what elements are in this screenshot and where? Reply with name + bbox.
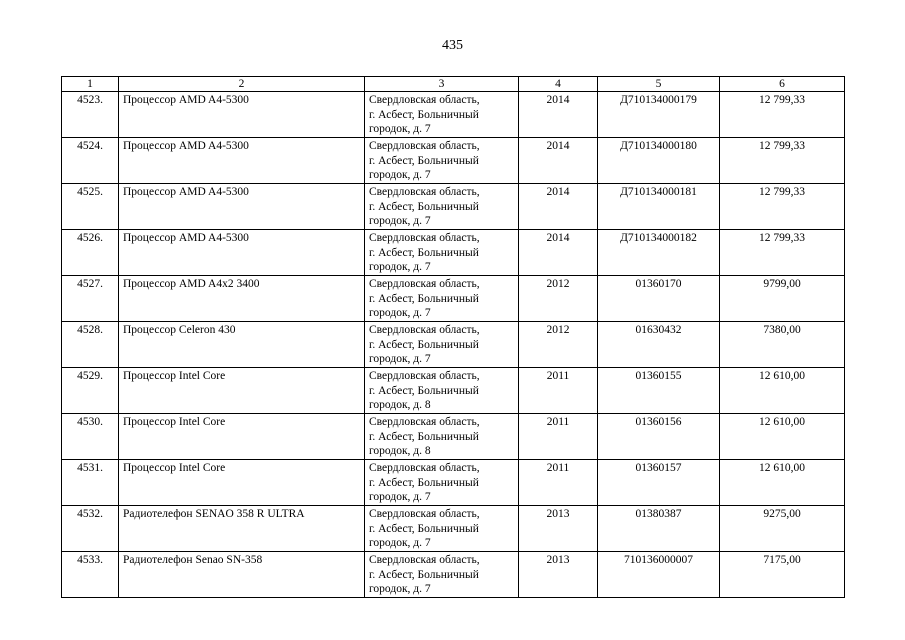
item-address [365, 322, 519, 368]
row-number: 4528. [62, 322, 119, 368]
address-line: Свердловская область, [369, 462, 480, 474]
item-cost: 12 799,33 [720, 138, 845, 184]
table-row [62, 276, 845, 322]
address-line: городок, д. 7 [369, 537, 431, 549]
table-row [62, 368, 845, 414]
address-line: городок, д. 7 [369, 583, 431, 595]
row-number: 4524. [62, 138, 119, 184]
address-line: Свердловская область, [369, 324, 480, 336]
item-cost: 12 610,00 [720, 414, 845, 460]
address-line: г. Асбест, Больничный [369, 430, 479, 443]
column-header: 5 [598, 77, 720, 92]
address-line: г. Асбест, Больничный [369, 200, 479, 213]
property-registry-table [61, 76, 845, 598]
table-body [62, 92, 845, 598]
item-address [365, 552, 519, 598]
item-name: Процессор Celeron 430 [119, 322, 365, 368]
column-header: 4 [519, 77, 598, 92]
inventory-number: 01630432 [598, 322, 720, 368]
table-row [62, 460, 845, 506]
item-cost: 9799,00 [720, 276, 845, 322]
inventory-number: 01360170 [598, 276, 720, 322]
item-name: Процессор Intel Core [119, 414, 365, 460]
address-line: г. Асбест, Больничный [369, 338, 479, 351]
address-line: г. Асбест, Больничный [369, 154, 479, 167]
address-line: городок, д. 7 [369, 491, 431, 503]
item-cost: 12 799,33 [720, 230, 845, 276]
row-number: 4529. [62, 368, 119, 414]
item-cost: 9275,00 [720, 506, 845, 552]
row-number: 4533. [62, 552, 119, 598]
column-header: 2 [119, 77, 365, 92]
item-address [365, 414, 519, 460]
item-year: 2013 [519, 552, 598, 598]
inventory-number: 01380387 [598, 506, 720, 552]
inventory-number: 01360155 [598, 368, 720, 414]
address-line: г. Асбест, Больничный [369, 568, 479, 581]
item-name: Процессор AMD A4x2 3400 [119, 276, 365, 322]
address-line: городок, д. 8 [369, 445, 431, 457]
item-cost: 7175,00 [720, 552, 845, 598]
address-line: Свердловская область, [369, 554, 480, 566]
item-year: 2014 [519, 138, 598, 184]
item-address [365, 92, 519, 138]
address-line: городок, д. 7 [369, 215, 431, 227]
column-header: 1 [62, 77, 119, 92]
row-number: 4530. [62, 414, 119, 460]
table-row [62, 92, 845, 138]
table-row [62, 414, 845, 460]
item-name: Процессор AMD A4-5300 [119, 184, 365, 230]
address-line: г. Асбест, Больничный [369, 246, 479, 259]
inventory-number: Д710134000182 [598, 230, 720, 276]
item-year: 2014 [519, 92, 598, 138]
address-line: городок, д. 8 [369, 399, 431, 411]
address-line: г. Асбест, Больничный [369, 522, 479, 535]
address-line: г. Асбест, Больничный [369, 476, 479, 489]
item-name: Радиотелефон SENAO 358 R ULTRA [119, 506, 365, 552]
item-name: Процессор Intel Core [119, 368, 365, 414]
item-address [365, 184, 519, 230]
table-row [62, 184, 845, 230]
inventory-number: 01360156 [598, 414, 720, 460]
address-line: Свердловская область, [369, 508, 480, 520]
row-number: 4526. [62, 230, 119, 276]
item-cost: 7380,00 [720, 322, 845, 368]
inventory-number: Д710134000180 [598, 138, 720, 184]
address-line: городок, д. 7 [369, 307, 431, 319]
address-line: г. Асбест, Больничный [369, 384, 479, 397]
item-name: Процессор AMD A4-5300 [119, 230, 365, 276]
item-cost: 12 610,00 [720, 460, 845, 506]
item-cost: 12 799,33 [720, 184, 845, 230]
item-address [365, 276, 519, 322]
row-number: 4531. [62, 460, 119, 506]
item-year: 2011 [519, 460, 598, 506]
address-line: городок, д. 7 [369, 169, 431, 181]
table-row [62, 138, 845, 184]
inventory-number: Д710134000181 [598, 184, 720, 230]
inventory-number: 710136000007 [598, 552, 720, 598]
item-address [365, 368, 519, 414]
item-year: 2013 [519, 506, 598, 552]
page-number: 435 [442, 38, 463, 53]
address-line: городок, д. 7 [369, 353, 431, 365]
item-name: Радиотелефон Senao SN-358 [119, 552, 365, 598]
item-cost: 12 799,33 [720, 92, 845, 138]
address-line: городок, д. 7 [369, 261, 431, 273]
row-number: 4532. [62, 506, 119, 552]
table-row [62, 322, 845, 368]
item-year: 2012 [519, 322, 598, 368]
item-year: 2011 [519, 368, 598, 414]
address-line: Свердловская область, [369, 186, 480, 198]
item-year: 2012 [519, 276, 598, 322]
row-number: 4523. [62, 92, 119, 138]
address-line: Свердловская область, [369, 370, 480, 382]
item-name: Процессор Intel Core [119, 460, 365, 506]
table-row [62, 552, 845, 598]
address-line: г. Асбест, Больничный [369, 292, 479, 305]
item-address [365, 138, 519, 184]
item-name: Процессор AMD A4-5300 [119, 92, 365, 138]
address-line: Свердловская область, [369, 140, 480, 152]
column-header: 3 [365, 77, 519, 92]
address-line: городок, д. 7 [369, 123, 431, 135]
address-line: Свердловская область, [369, 232, 480, 244]
address-line: Свердловская область, [369, 416, 480, 428]
column-number-header-row [62, 77, 845, 92]
item-cost: 12 610,00 [720, 368, 845, 414]
item-year: 2014 [519, 230, 598, 276]
item-year: 2011 [519, 414, 598, 460]
inventory-number: 01360157 [598, 460, 720, 506]
item-address [365, 460, 519, 506]
address-line: г. Асбест, Больничный [369, 108, 479, 121]
address-line: Свердловская область, [369, 278, 480, 290]
item-year: 2014 [519, 184, 598, 230]
address-line: Свердловская область, [369, 94, 480, 106]
item-address [365, 230, 519, 276]
row-number: 4527. [62, 276, 119, 322]
column-header: 6 [720, 77, 845, 92]
table-row [62, 506, 845, 552]
table-row [62, 230, 845, 276]
item-address [365, 506, 519, 552]
inventory-number: Д710134000179 [598, 92, 720, 138]
row-number: 4525. [62, 184, 119, 230]
item-name: Процессор AMD A4-5300 [119, 138, 365, 184]
